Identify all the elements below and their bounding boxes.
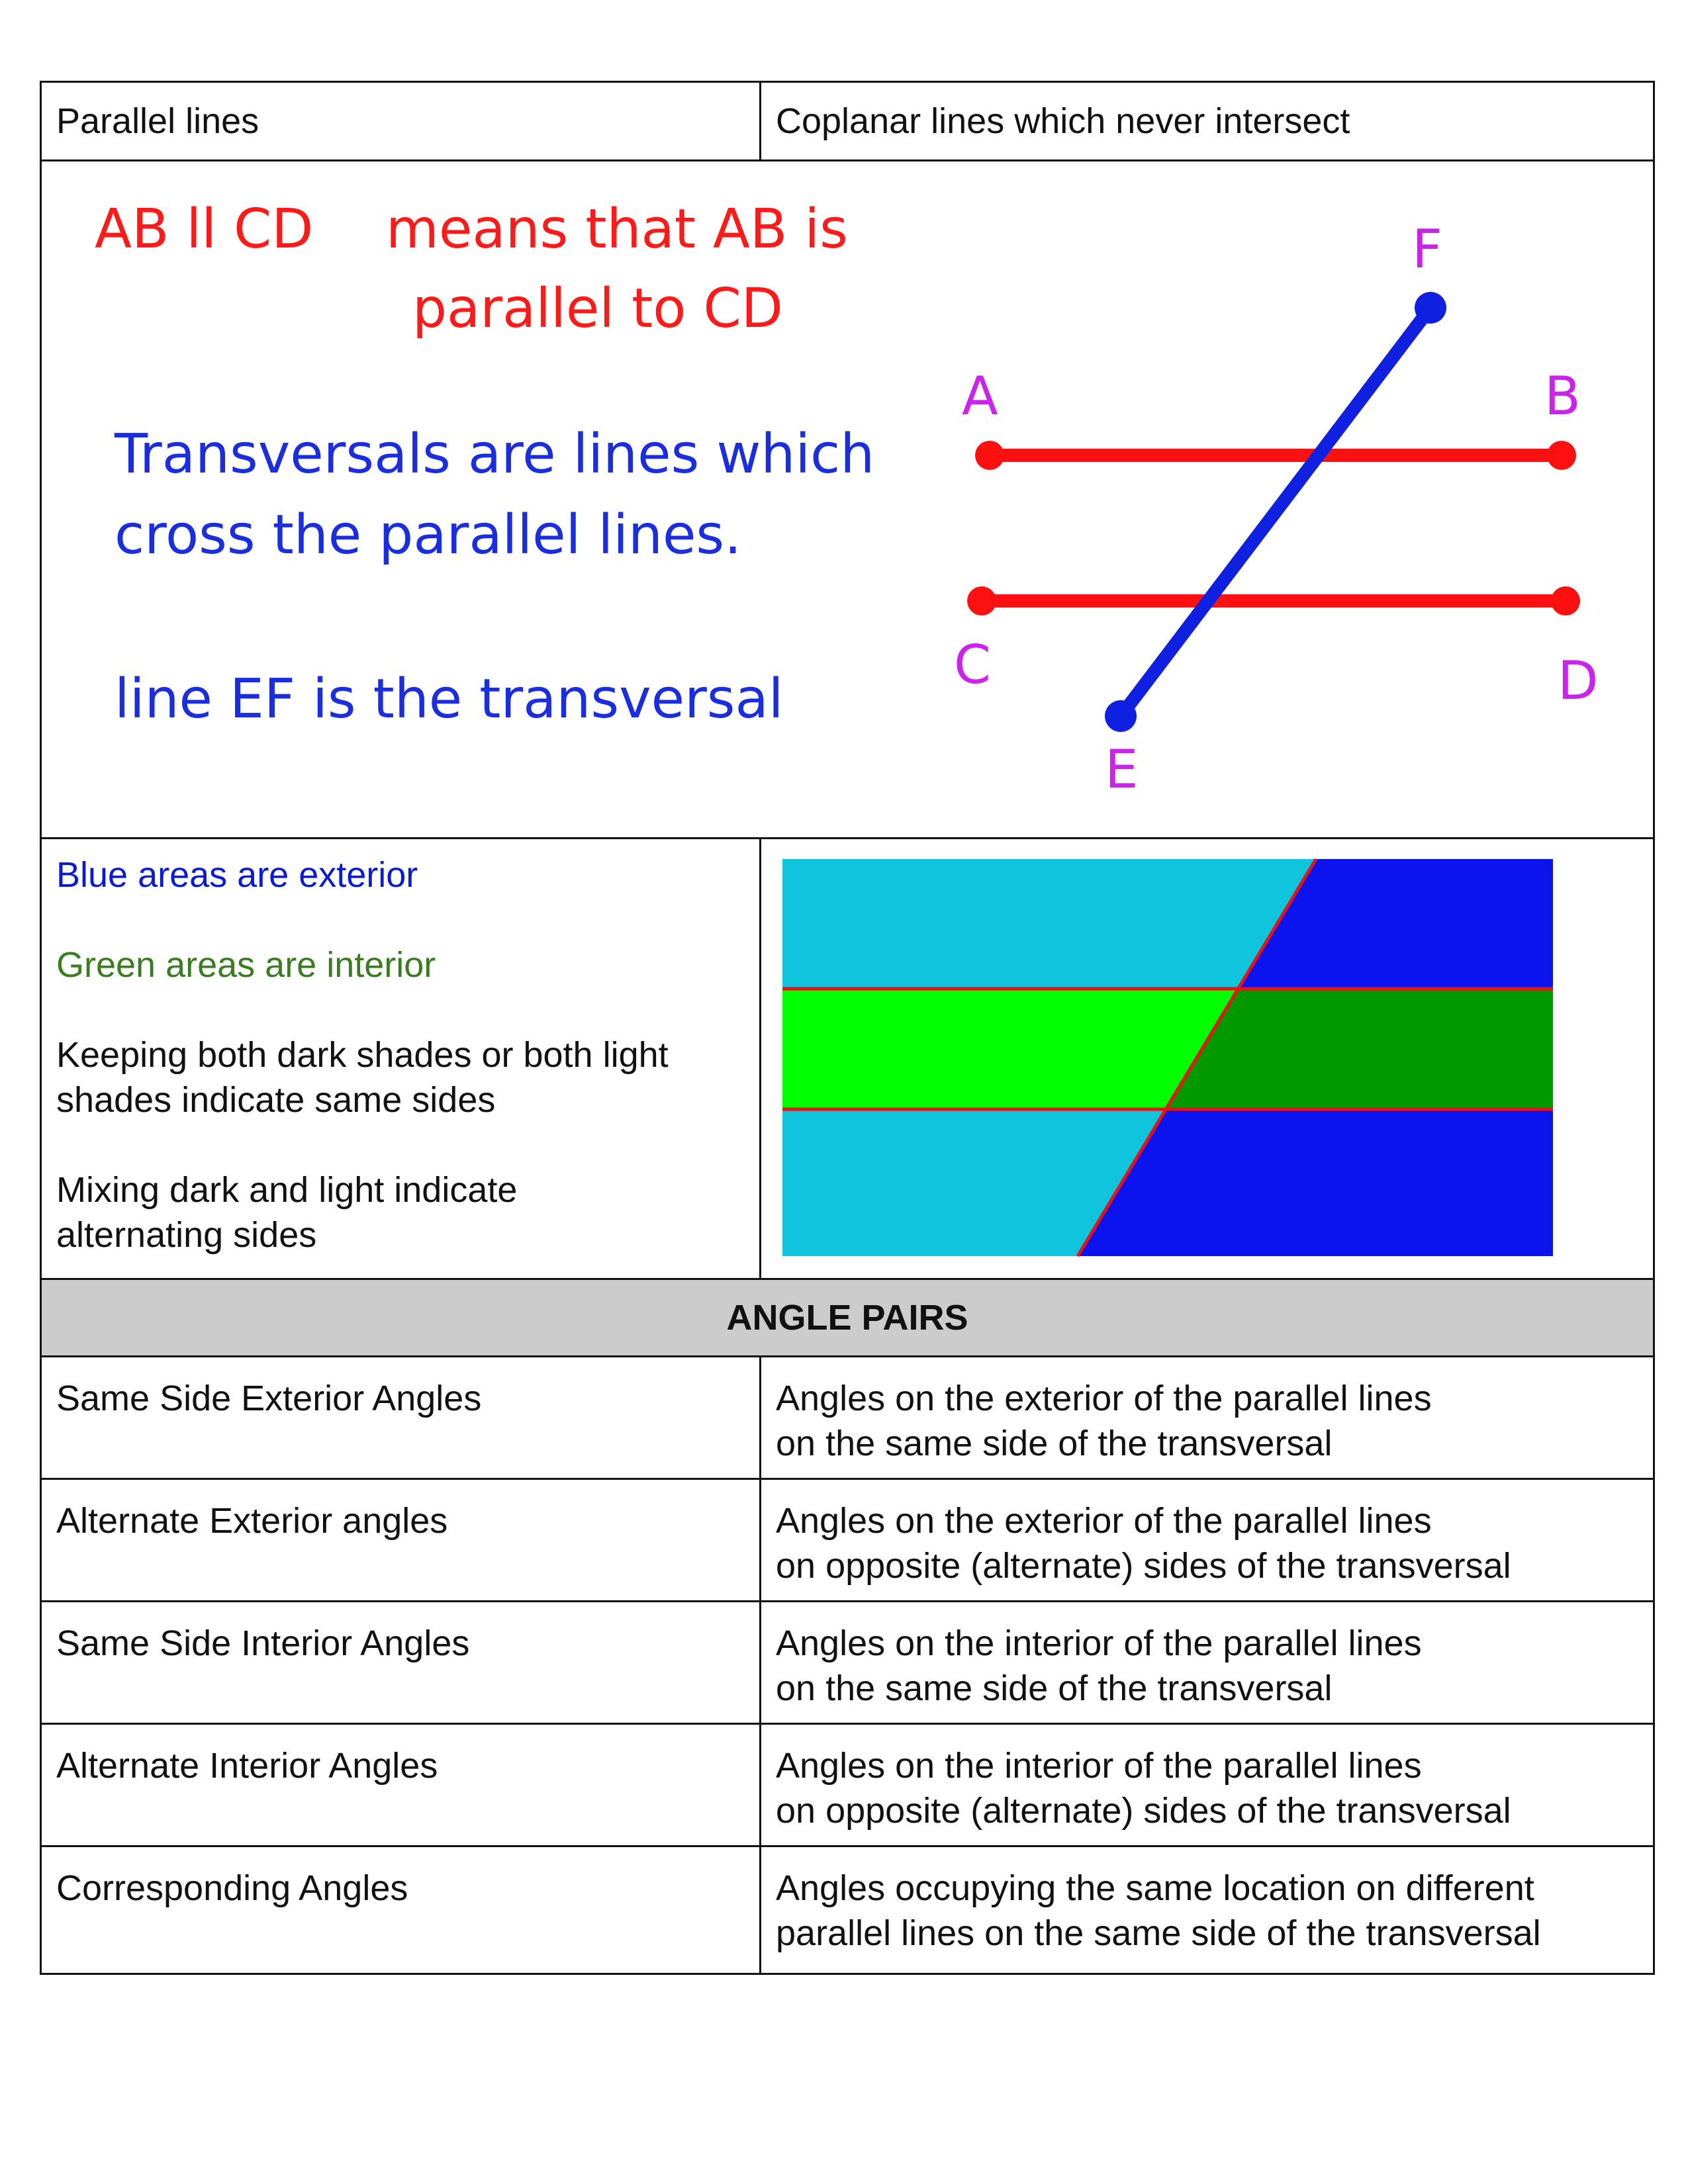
label-a: A (962, 365, 998, 427)
same-side-note-2: shades indicate same sides (56, 1080, 496, 1120)
label-b: B (1544, 365, 1581, 427)
description-line-1: Angles on the exterior of the parallel lines (776, 1501, 1432, 1541)
angle-pair-description (761, 1847, 1653, 1973)
regions-explanation (42, 839, 761, 1278)
angle-pair-name: Corresponding Angles (42, 1847, 761, 1973)
description-line-1: Angles on the interior of the parallel lines (776, 1623, 1422, 1663)
angle-pair-row (42, 1723, 1653, 1845)
description-line-2: on the same side of the transversal (776, 1668, 1333, 1708)
point-b (1547, 441, 1576, 470)
label-c: C (954, 634, 991, 696)
angle-pair-row (42, 1845, 1653, 1973)
transversal-definition-2: cross the parallel lines. (115, 504, 742, 567)
same-side-note-1: Keeping both dark shades or both light (56, 1035, 669, 1075)
regions-diagram-cell (761, 839, 1653, 1278)
label-f: F (1412, 218, 1443, 280)
angle-pair-description (761, 1357, 1653, 1478)
point-d (1551, 586, 1580, 615)
description-line-1: Angles on the exterior of the parallel lines (776, 1379, 1432, 1418)
definition-term: Parallel lines (42, 83, 761, 159)
alternating-note-1: Mixing dark and light indicate (56, 1170, 518, 1210)
angle-pair-name: Alternate Interior Angles (42, 1725, 761, 1845)
angle-pairs-header: ANGLE PAIRS (42, 1278, 1653, 1355)
angle-pair-row (42, 1600, 1653, 1723)
description-line-2: parallel lines on the same side of the transversal (776, 1913, 1541, 1953)
parallel-notation: AB ll CD (95, 198, 314, 261)
transversal-diagram-row (42, 159, 1653, 837)
point-e (1105, 700, 1137, 732)
angle-pair-row (42, 1478, 1653, 1600)
exterior-note: Blue areas are exterior (56, 855, 418, 895)
angle-pair-name: Alternate Exterior angles (42, 1480, 761, 1600)
point-c (967, 586, 996, 615)
geometry-reference-table (40, 81, 1655, 1975)
angle-pair-name: Same Side Exterior Angles (42, 1357, 761, 1478)
transversal-diagram (42, 161, 1653, 837)
description-line-2: on opposite (alternate) sides of the transversal (776, 1546, 1511, 1586)
interior-note: Green areas are interior (56, 945, 436, 985)
description-line-2: on opposite (alternate) sides of the transversal (776, 1791, 1511, 1831)
angle-pair-name: Same Side Interior Angles (42, 1602, 761, 1723)
diagram-svg (42, 161, 1653, 837)
angle-pair-row (42, 1355, 1653, 1478)
alternating-note-2: alternating sides (56, 1215, 317, 1255)
parallel-meaning-1: means that AB is (386, 198, 848, 261)
label-d: D (1558, 650, 1599, 711)
transversal-name: line EF is the transversal (115, 668, 784, 731)
regions-diagram (761, 839, 1653, 1278)
label-e: E (1105, 739, 1139, 800)
description-line-1: Angles on the interior of the parallel lines (776, 1746, 1422, 1786)
definition-meaning: Coplanar lines which never intersect (776, 101, 1350, 141)
parallel-meaning-2: parallel to CD (412, 277, 783, 340)
point-a (975, 441, 1004, 470)
angle-pair-description (761, 1480, 1653, 1600)
description-line-2: on the same side of the transversal (776, 1424, 1333, 1463)
angle-pair-description (761, 1725, 1653, 1845)
regions-row (42, 837, 1653, 1278)
line-ef (1121, 308, 1430, 716)
angle-pair-description (761, 1602, 1653, 1723)
description-line-1: Angles occupying the same location on different (776, 1868, 1534, 1908)
transversal-definition-1: Transversals are lines which (115, 423, 875, 486)
definition-row (42, 83, 1653, 159)
point-f (1415, 292, 1446, 324)
